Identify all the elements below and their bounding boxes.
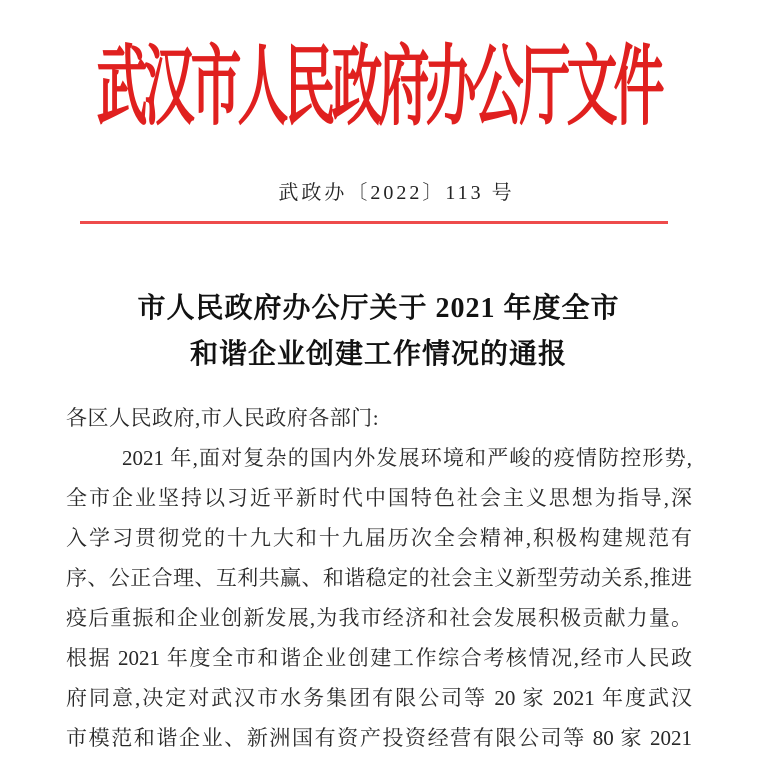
document-title [0, 286, 757, 378]
body-paragraph [66, 438, 692, 757]
document-header-title: 武汉市人民政府办公厅文件 [96, 40, 661, 138]
document-number: 武政办〔2022〕113 号 [278, 182, 515, 204]
salutation: 各区人民政府,市人民政府各部门: [66, 406, 380, 430]
document-title-line-2: 和谐企业创建工作情况的通报 [189, 339, 567, 370]
document-title-line-1: 市人民政府办公厅关于 2021 年度全市 [137, 293, 620, 324]
body-line: 疫后重振和企业创新发展,为我市经济和社会发展积极贡献力量。 [66, 606, 692, 630]
body-line: 根据 2021 年度全市和谐企业创建工作综合考核情况,经市人民政 [66, 646, 692, 670]
body-line: 府同意,决定对武汉市水务集团有限公司等 20 家 2021 年度武汉 [66, 686, 692, 710]
document-body [66, 398, 692, 757]
body-line: 入学习贯彻党的十九大和十九届历次全会精神,积极构建规范有 [66, 526, 692, 550]
body-line: 市模范和谐企业、新洲国有资产投资经营有限公司等 80 家 2021 [66, 726, 692, 750]
body-line: 2021 年,面对复杂的国内外发展环境和严峻的疫情防控形势, [122, 446, 692, 470]
header-divider-line [80, 221, 668, 224]
body-line: 全市企业坚持以习近平新时代中国特色社会主义思想为指导,深 [66, 486, 692, 510]
body-line: 序、公正合理、互利共赢、和谐稳定的社会主义新型劳动关系,推进 [66, 566, 692, 590]
